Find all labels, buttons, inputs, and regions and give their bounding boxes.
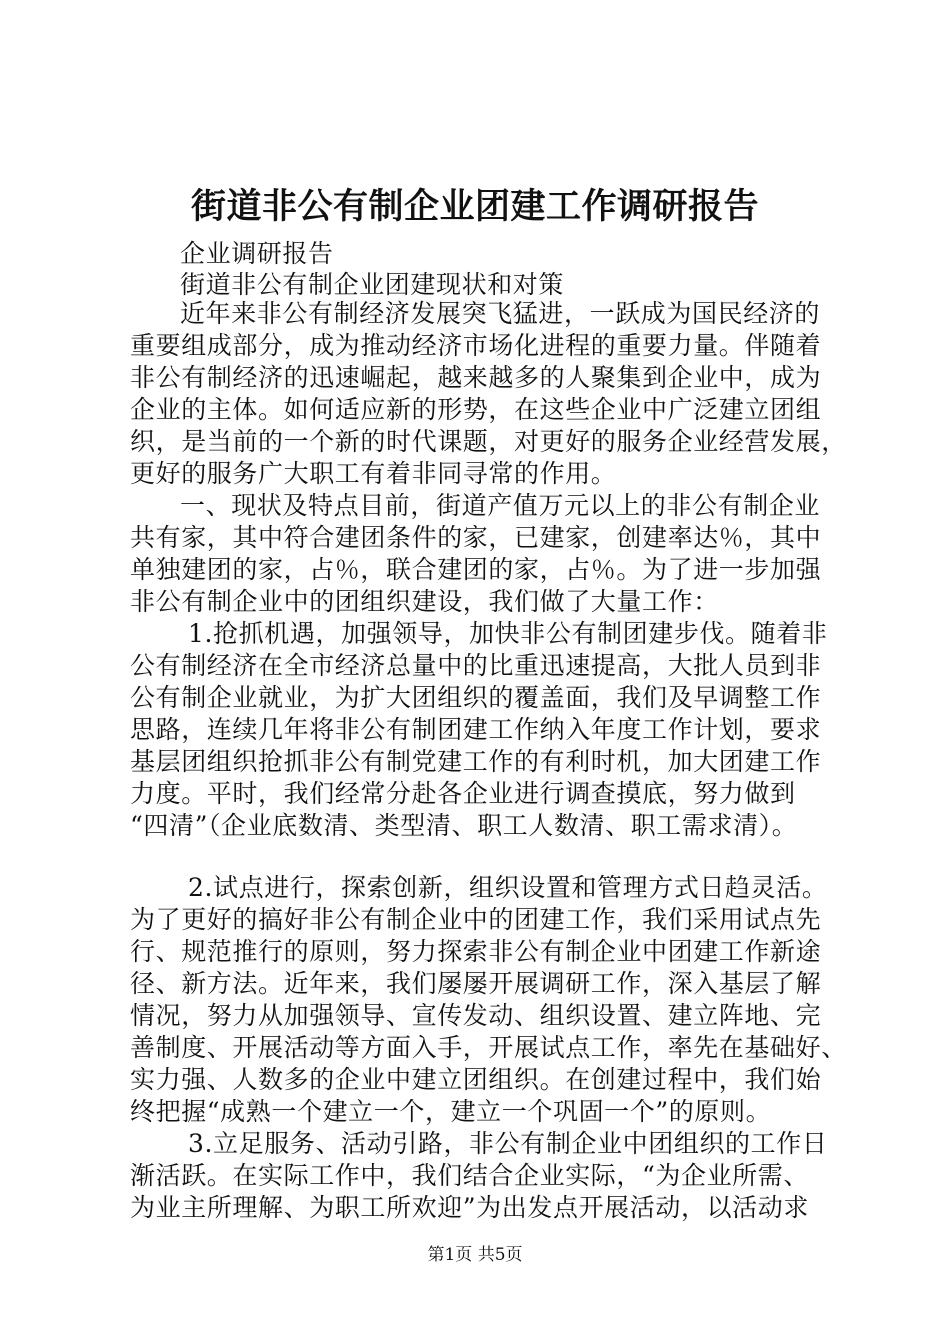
body-line: 行、规范推行的原则，努力探索非公有制企业中团建工作新途: [130, 937, 822, 966]
body-line: 非公有制企业中的团组织建设，我们做了大量工作：: [130, 587, 719, 616]
body-line: 情况，努力从加强领导、宣传发动、组织设置、建立阵地、完: [130, 1001, 822, 1030]
body-line: 非公有制经济的迅速崛起，越来越多的人聚集到企业中，成为: [130, 363, 822, 392]
body-line: 径、新方法。近年来，我们屡屡开展调研工作，深入基层了解: [130, 969, 822, 998]
body-line: 单独建团的家，占％，联合建团的家，占％。为了进一步加强: [130, 555, 822, 584]
body-line: 终把握“成熟一个建立一个，建立一个巩固一个”的原则。: [130, 1097, 772, 1126]
body-line: 企业的主体。如何适应新的形势，在这些企业中广泛建立团组: [130, 395, 822, 424]
body-line: 为业主所理解、为职工所欢迎”为出发点开展活动，以活动求: [130, 1193, 809, 1222]
body-line: 2.试点进行，探索创新，组织设置和管理方式日趋灵活。: [188, 873, 828, 902]
body-line: 为了更好的搞好非公有制企业中的团建工作，我们采用试点先: [130, 905, 822, 934]
body-line: 更好的服务广大职工有着非同寻常的作用。: [130, 459, 617, 488]
body-line: 1.抢抓机遇，加强领导，加快非公有制团建步伐。随着非: [188, 619, 828, 648]
body-line: 思路，连续几年将非公有制团建工作纳入年度工作计划，要求: [130, 715, 822, 744]
page-footer: 第1页 共5页: [427, 1245, 523, 1265]
document-title: 街道非公有制企业团建工作调研报告: [190, 186, 759, 227]
subtitle-line: 企业调研报告: [180, 239, 334, 268]
body-line: 实力强、人数多的企业中建立团组织。在创建过程中，我们始: [130, 1065, 822, 1094]
body-line: 近年来非公有制经济发展突飞猛进，一跃成为国民经济的: [180, 299, 821, 328]
body-line: 重要组成部分，成为推动经济市场化进程的重要力量。伴随着: [130, 331, 822, 360]
body-line: 力度。平时，我们经常分赴各企业进行调查摸底，努力做到: [130, 779, 796, 808]
body-line: “四清”（企业底数清、类型清、职工人数清、职工需求清）。: [130, 811, 798, 840]
body-line: 织，是当前的一个新的时代课题，对更好的服务企业经营发展，: [130, 427, 847, 456]
body-line: 一、现状及特点目前，街道产值万元以上的非公有制企业: [180, 491, 821, 520]
body-line: 渐活跃。在实际工作中，我们结合企业实际，“为企业所需、: [130, 1161, 809, 1190]
body-line: 共有家，其中符合建团条件的家，已建家，创建率达％，其中: [130, 523, 822, 552]
body-line: 公有制经济在全市经济总量中的比重迅速提高，大批人员到非: [130, 651, 822, 680]
body-line: 3.立足服务、活动引路，非公有制企业中团组织的工作日: [188, 1129, 828, 1158]
body-line: 基层团组织抢抓非公有制党建工作的有利时机，加大团建工作: [130, 747, 822, 776]
subtitle-line: 街道非公有制企业团建现状和对策: [180, 270, 565, 299]
body-line: 公有制企业就业，为扩大团组织的覆盖面，我们及早调整工作: [130, 683, 822, 712]
body-line: 善制度、开展活动等方面入手，开展试点工作，率先在基础好、: [130, 1033, 847, 1062]
